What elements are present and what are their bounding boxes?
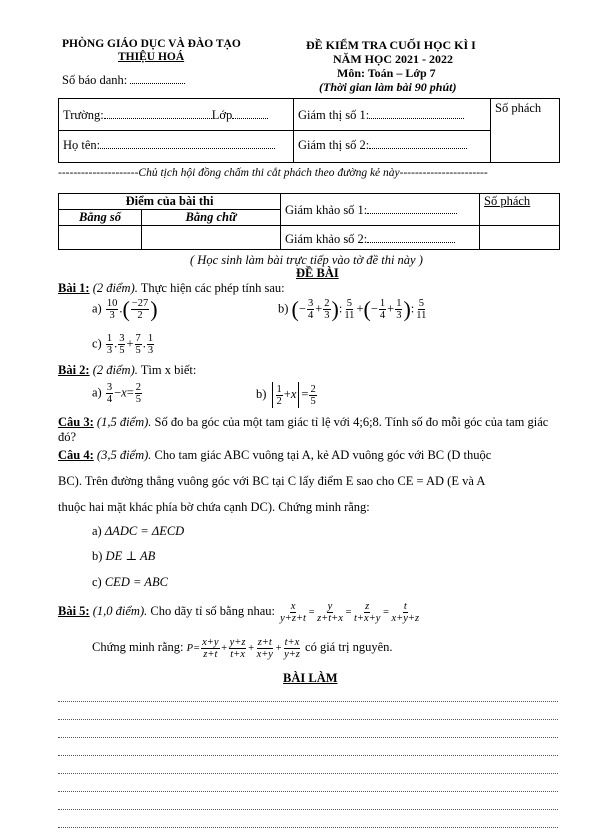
- answer-heading: BÀI LÀM: [283, 671, 338, 685]
- problem-2: Bài 2: (2 điểm). Tìm x biết:: [58, 363, 197, 377]
- answer-line[interactable]: [58, 701, 558, 702]
- examiner1-cell: Giám khảo số 1:: [281, 194, 480, 226]
- score-table: [58, 193, 560, 250]
- score-words-cell[interactable]: [142, 226, 281, 250]
- score-words-header: Bằng chữ: [142, 210, 281, 226]
- cut-line: ---------------------Chủ tịch hội đồng chấm thi cắt phách theo đường kẻ này-----------------------: [58, 167, 488, 179]
- score-number-cell[interactable]: [59, 226, 142, 250]
- score-serial-empty: [480, 226, 560, 250]
- answer-line[interactable]: [58, 791, 558, 792]
- problem-4b: b) DE ⊥ AB: [92, 549, 156, 563]
- problem-1: Bài 1: (2 điểm). Thực hiện các phép tính sau:: [58, 281, 285, 295]
- name-field[interactable]: [100, 137, 275, 149]
- dept-name: PHÒNG GIÁO DỤC VÀ ĐÀO TẠO: [62, 38, 241, 50]
- problem-2b: b) $\frac{1}{2}$ +x = $\frac{2}{5}$: [256, 383, 316, 407]
- answer-line[interactable]: [58, 737, 558, 738]
- name-cell: Họ tên:: [59, 131, 294, 163]
- problem-4c: c) CED = ABC: [92, 575, 168, 589]
- instruction-note: ( Học sinh làm bài trực tiếp vào tờ đề thi này ): [190, 253, 423, 267]
- serial-label: Số phách: [495, 101, 542, 115]
- problem-1b: b) (− $\frac{3}{4}$ + $\frac{2}{3}$ ): $\frac{5}{11}$ +(− $\frac{1}{4}$ + $\frac{1}{3}$ ): $\frac{5}{11}$: [278, 296, 427, 322]
- problem-4: Câu 4: (3,5 điểm). Cho tam giác ABC vuông tại A, kẻ AD vuông góc với BC (D thuộc: [58, 448, 492, 462]
- exam-title: ĐỀ KIỂM TRA CUỐI HỌC KÌ I: [306, 38, 476, 52]
- exam-heading: ĐỀ BÀI: [296, 266, 339, 280]
- school-field[interactable]: [104, 107, 212, 119]
- problem-1a: a) $\frac{10}{3}$ .( $\frac{-27}{2}$ ): [92, 296, 158, 322]
- answer-line[interactable]: [58, 719, 558, 720]
- student-info-table: [58, 98, 560, 163]
- answer-line[interactable]: [58, 827, 558, 828]
- problem-4-line2: BC). Trên đường thẳng vuông góc với BC tại C lấy điểm E sao cho CE = AD (E và A: [58, 474, 486, 488]
- serial-cell: [491, 99, 560, 163]
- score-number-header: Bằng số: [59, 210, 142, 226]
- problem-1c: c) $\frac{1}{3}$ . $\frac{3}{5}$ + $\frac{7}{5}$ . $\frac{1}{3}$: [92, 333, 154, 356]
- proctor2-cell: Giám thị số 2:: [294, 131, 491, 163]
- problem-2a: a) $\frac{3}{4}$ −x= $\frac{2}{5}$: [92, 382, 142, 405]
- school-year: NĂM HỌC 2021 - 2022: [333, 52, 453, 66]
- score-serial-label: Số phách: [484, 194, 531, 208]
- proctor1-cell: Giám thị số 1:: [294, 99, 491, 131]
- problem-4-line3: thuộc hai mặt khác phía bờ chứa cạnh DC). Chứng minh rằng:: [58, 500, 370, 514]
- subject: Môn: Toán – Lớp 7: [337, 66, 436, 80]
- class-field[interactable]: [232, 107, 268, 119]
- school-cell: Trường: Lớp: [59, 99, 294, 131]
- answer-line[interactable]: [58, 773, 558, 774]
- problem-4a: a) ΔADC = ΔECD: [92, 524, 185, 538]
- candidate-number-field[interactable]: [130, 72, 185, 84]
- answer-line[interactable]: [58, 809, 558, 810]
- district-name: THIỆU HOÁ: [118, 51, 185, 63]
- candidate-number: Số báo danh:: [62, 72, 185, 88]
- proctor2-field[interactable]: [369, 137, 467, 149]
- examiner2-field[interactable]: [367, 231, 455, 243]
- score-title: Điểm của bài thi: [59, 194, 281, 210]
- examiner1-field[interactable]: [367, 202, 457, 214]
- answer-line[interactable]: [58, 755, 558, 756]
- problem-5-prove: Chứng minh rằng: P= $\frac{x+y}{z+t}$ + $\frac{y+z}{t+x}$ + $\frac{z+t}{x+y}$ + $\frac{t+x}{y+z}$ có giá trị nguyên.: [92, 637, 393, 660]
- problem-3: Câu 3: (1,5 điểm). Số đo ba góc của một tam giác tỉ lệ với 4;6;8. Tính số đo mỗi góc của tam giác đó?: [58, 415, 549, 444]
- problem-5: Bài 5: (1,0 điểm). Cho dãy tỉ số bằng nhau: $\frac{x}{y+z+t}$ = $\frac{y}{z+t+x}$ = $\frac{z}{t+x+y}$ = $\frac{t}{x+y+z}$: [58, 601, 420, 624]
- time-limit: (Thời gian làm bài 90 phút): [319, 80, 457, 94]
- proctor1-field[interactable]: [369, 107, 464, 119]
- examiner2-cell: Giám khảo số 2:: [281, 226, 480, 250]
- score-serial-cell: [480, 194, 560, 226]
